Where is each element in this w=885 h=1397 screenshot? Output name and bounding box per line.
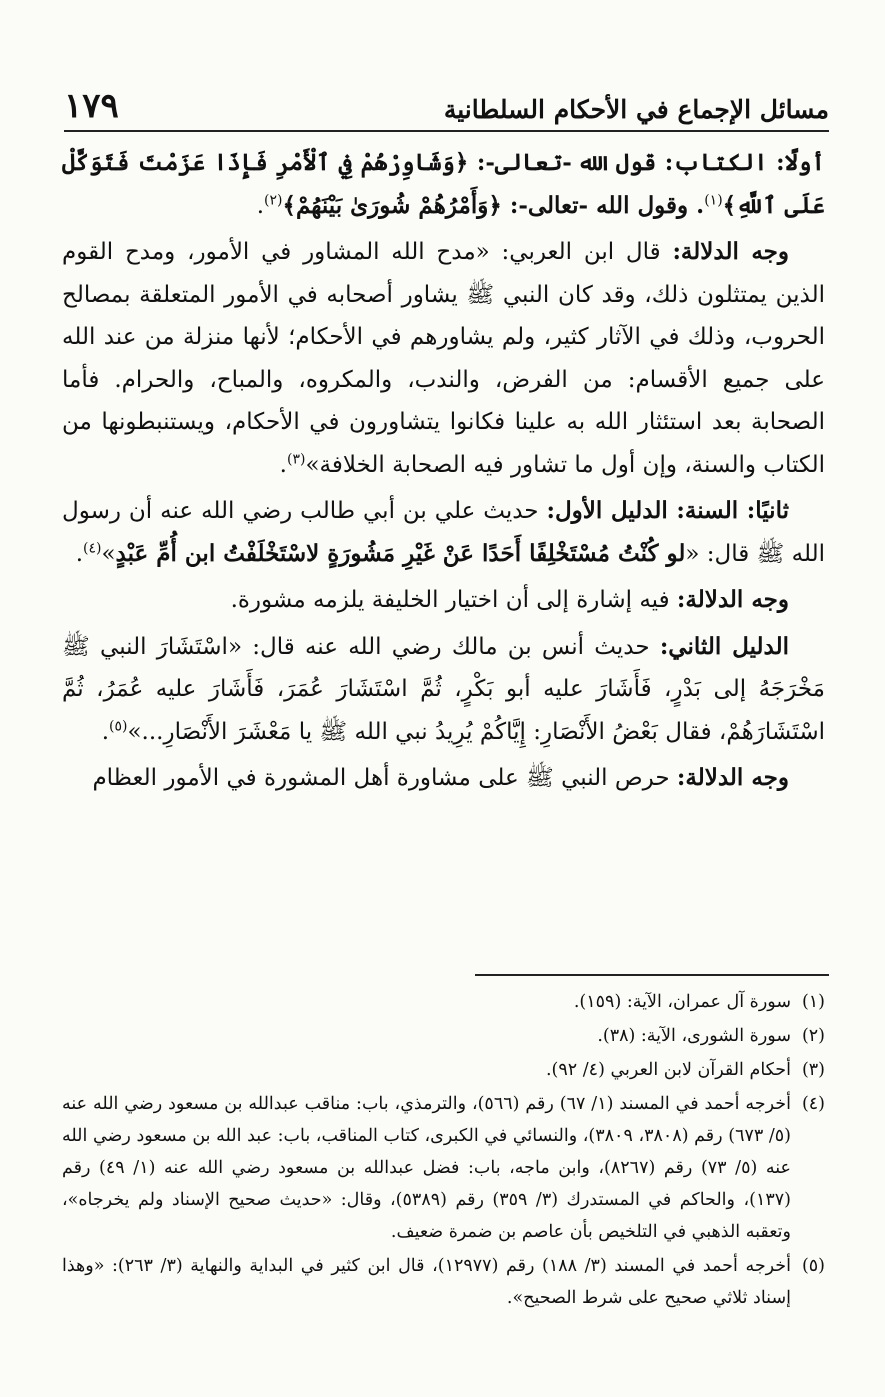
footnote-ref: (١) xyxy=(704,191,723,208)
paragraph-lead: أولًا: الكتاب: xyxy=(664,149,825,176)
paragraph-text: قال ابن العربي: «مدح الله المشاور في الأمور، ومدح القوم الذين يمتثلون ذلك، وقد كان النبي ﷺ يشاور أصحابه في الأمور المتعلقة بمصالح الحروب، وذلك في الآثار كثير، ولم يشاورهم في الأحكام؛ لأنها منزلة من عند الله على جميع الأقسام: من الفرض، والندب، والمكروه، والمباح، والحرام. فأما الصحابة بعد استئثار الله به علينا فكانوا يتشاورون في الأحكام، ويستنبطونها من الكتاب والسنة، وإن أول ما تشاور فيه الصحابة الخلافة» xyxy=(62,239,825,478)
paragraph-lead: وجه الدلالة: xyxy=(676,586,789,613)
footnote-text: أحكام القرآن لابن العربي (٤/ ٩٢). xyxy=(545,1060,791,1080)
paragraph-lead: ثانيًا: السنة: الدليل الأول: xyxy=(546,497,789,524)
footnote-number: (٥) xyxy=(801,1256,825,1276)
footnote xyxy=(62,1020,825,1052)
paragraph-text: حديث أنس بن مالك رضي الله عنه قال: «اسْتَشَارَ النبي ﷺ مَخْرَجَهُ إلى بَدْرٍ، فَأَشَارَ عليه أبو بَكْرٍ، ثُمَّ اسْتَشَارَ عُمَرَ، فَأَشَارَ عليه عُمَرُ، ثُمَّ اسْتَشَارَهُمْ، فقال بَعْضُ الأَنْصَارِ: إِيَّاكُمْ يُرِيدُ نبي الله ﷺ يا مَعْشَرَ الأَنْصَارِ...» xyxy=(62,633,825,745)
footnote-text: أخرجه أحمد في المسند (٣/ ١٨٨) رقم (١٢٩٧٧)، قال ابن كثير في البداية والنهاية (٣/ ٢٦٣): «وهذا إسناد ثلاثي صحيح على شرط الصحيح». xyxy=(62,1256,791,1308)
paragraph-lead: وجه الدلالة: xyxy=(676,764,789,791)
paragraph-text-2: . وقول الله -تعالى-: ﴿وَأَمْرُهُمْ شُورَىٰ بَيْنَهُمْ﴾ xyxy=(282,191,705,219)
footnote-number: (١) xyxy=(801,992,825,1012)
footnote-ref: (٣) xyxy=(286,450,306,467)
footnote xyxy=(62,1250,825,1314)
paragraph-indication-3 xyxy=(62,757,825,800)
footnote xyxy=(62,1054,825,1086)
paragraph-text: حديث علي بن أبي طالب رضي الله عنه أن رسول الله ﷺ قال: « xyxy=(62,498,825,567)
footnote-divider xyxy=(475,974,829,976)
footnotes xyxy=(62,986,825,1316)
hadith-text: لو كُنْتُ مُسْتَخْلِفًا أَحَدًا عَنْ غَيْرِ مَشُورَةٍ لاسْتَخْلَفْتُ ابن أُمِّ عَبْدٍ xyxy=(115,539,686,567)
footnote-number: (٢) xyxy=(801,1026,825,1046)
page-number: ١٧٩ xyxy=(64,86,119,126)
footnote xyxy=(62,1088,825,1248)
paragraph-sunnah-first xyxy=(62,490,825,575)
paragraph-second-evidence xyxy=(62,626,825,754)
paragraph-text-2: . xyxy=(279,451,287,478)
paragraph-text-2: » xyxy=(101,540,116,567)
paragraph-lead: وجه الدلالة: xyxy=(672,238,789,265)
paragraph-indication-1 xyxy=(62,231,825,486)
footnote-text: سورة آل عمران، الآية: (١٥٩). xyxy=(573,992,791,1012)
footnote xyxy=(62,986,825,1018)
page-header xyxy=(64,82,829,132)
main-text xyxy=(62,142,825,804)
paragraph-text: حرص النبي ﷺ على مشاورة أهل المشورة في الأمور العظام xyxy=(92,765,677,791)
paragraph-lead: الدليل الثاني: xyxy=(659,632,789,660)
paragraph-text: فيه إشارة إلى أن اختيار الخليفة يلزمه مشورة. xyxy=(230,587,677,613)
footnote-ref: (٤) xyxy=(83,539,102,556)
paragraph-indication-2 xyxy=(62,579,825,622)
paragraph-text: قول الله -تعالى-: ﴿وَشَاوِرْهُمْ فِي ٱلْأَمْرِ فَإِذَا عَزَمْتَ فَتَوَكَّلْ عَلَى ٱللَّهِ﴾ xyxy=(62,149,825,219)
paragraph-text-2: . xyxy=(101,718,109,745)
footnote-text: أخرجه أحمد في المسند (١/ ٦٧) رقم (٥٦٦)، والترمذي، باب: مناقب عبدالله بن مسعود رضي الله عنه (٥/ ٦٧٣) رقم (٣٨٠٨، ٣٨٠٩)، والنسائي في الكبرى، كتاب المناقب، باب: عبد الله بن مسعود رضي الله عنه (٥/ ٧٣) رقم (٨٢٦٧)، وابن ماجه، باب: فضل عبدالله بن مسعود رضي الله عنه (١/ ٤٩) رقم (١٣٧)، والحاكم في المستدرك (٣/ ٣٥٩) رقم (٥٣٨٩)، وقال: «حديث صحيح الإسناد ولم يخرجاه»، وتعقبه الذهبي في التلخيص بأن عاصم بن ضمرة ضعيف. xyxy=(62,1094,792,1242)
paragraph-text-3: . xyxy=(75,540,83,567)
footnote-text: سورة الشورى، الآية: (٣٨). xyxy=(597,1026,791,1046)
footnote-number: (٣) xyxy=(801,1060,825,1080)
footnote-number: (٤) xyxy=(801,1094,825,1114)
running-title: مسائل الإجماع في الأحكام السلطانية xyxy=(443,95,829,124)
footnote-ref: (٢) xyxy=(264,191,283,208)
footnote-ref: (٥) xyxy=(109,717,128,734)
paragraph-quran-evidence xyxy=(62,142,825,227)
paragraph-text-3: . xyxy=(256,192,264,219)
